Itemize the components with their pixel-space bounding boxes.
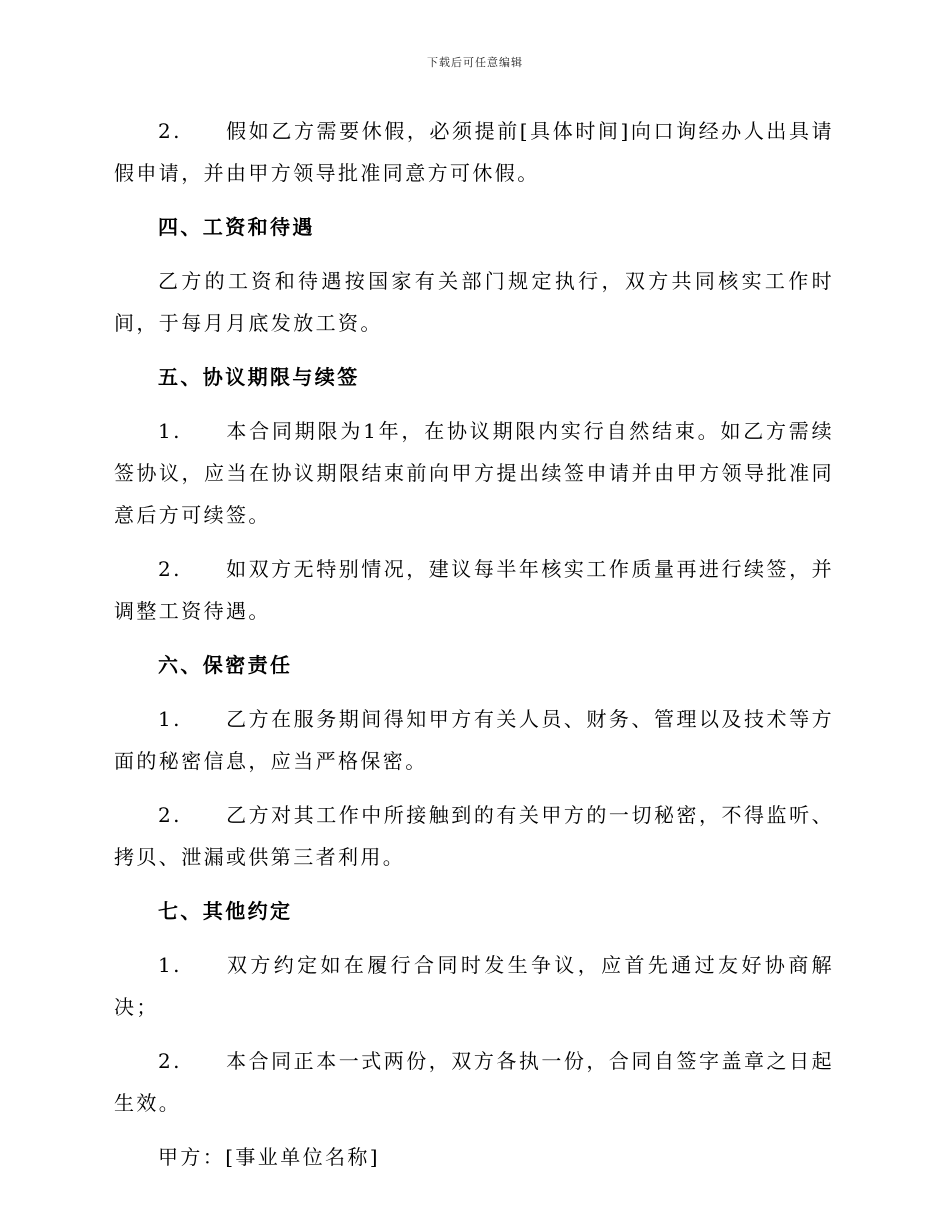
section-heading: 六、保密责任 [158, 653, 293, 677]
item-number: 1. [158, 707, 182, 731]
item-text: 乙方对其工作中所接触到的有关甲方的一切秘密，不得监听、拷贝、泄漏或供第三者利用。 [114, 803, 834, 869]
list-item [114, 944, 834, 1028]
item-number: 2. [158, 1049, 182, 1073]
list-item [114, 698, 834, 782]
item-number: 2. [158, 557, 182, 581]
item-text: 假如乙方需要休假，必须提前[具体时间]向口询经办人出具请假申请，并由甲方领导批准同意方可休假。 [114, 119, 834, 185]
item-text: 乙方在服务期间得知甲方有关人员、财务、管理以及技术等方面的秘密信息，应当严格保密。 [114, 707, 834, 773]
item-number: 2. [158, 119, 182, 143]
item-text: 本合同正本一式两份，双方各执一份，合同自签字盖章之日起生效。 [114, 1049, 834, 1115]
section-heading: 四、工资和待遇 [158, 215, 315, 239]
list-item [114, 410, 834, 536]
signature-line: 甲方：[事业单位名称] [158, 1145, 381, 1169]
list-item [114, 1040, 834, 1124]
paragraph: 乙方的工资和待遇按国家有关部门规定执行，双方共同核实工作时间，于每月月底发放工资。 [114, 269, 834, 335]
item-text: 如双方无特别情况，建议每半年核实工作质量再进行续签，并调整工资待遇。 [114, 557, 834, 623]
item-number: 1. [158, 419, 182, 443]
section-heading: 五、协议期限与续签 [158, 365, 360, 389]
item-text: 本合同期限为1年，在协议期限内实行自然结束。如乙方需续签协议，应当在协议期限结束前向甲方提出续签申请并由甲方领导批准同意后方可续签。 [114, 419, 834, 527]
document-body [114, 110, 834, 1178]
list-item [114, 548, 834, 632]
page-header: 下载后可任意编辑 [427, 56, 523, 69]
section-heading: 七、其他约定 [158, 899, 293, 923]
list-item [114, 110, 834, 194]
list-item [114, 794, 834, 878]
item-text: 双方约定如在履行合同时发生争议，应首先通过友好协商解决； [114, 953, 834, 1019]
item-number: 2. [158, 803, 182, 827]
item-number: 1. [158, 953, 182, 977]
